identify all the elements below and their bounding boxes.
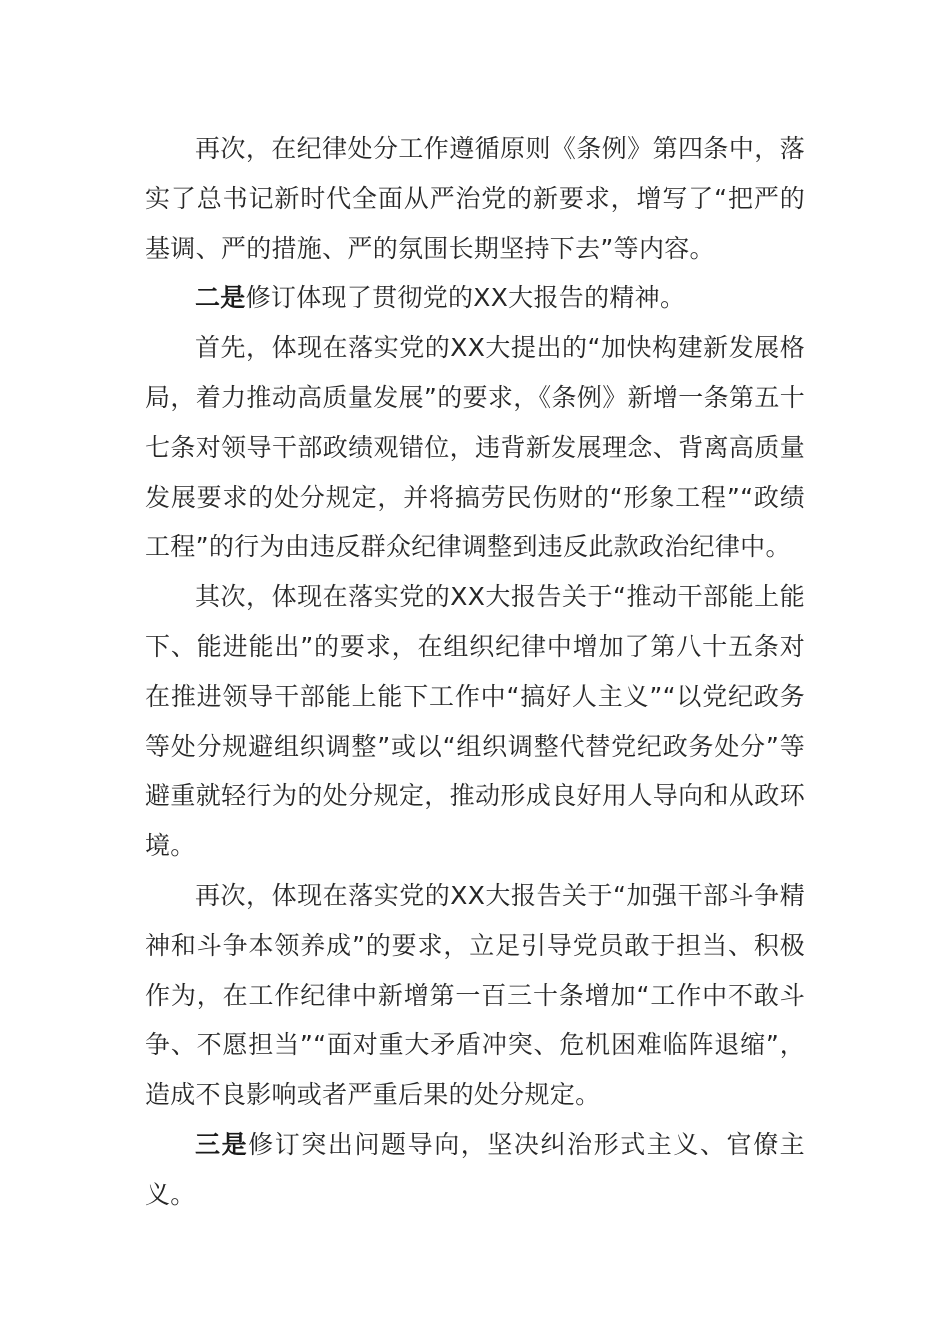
document-body: [145, 124, 805, 1220]
paragraph-lead: 三是: [195, 1129, 249, 1159]
paragraph-2: [145, 273, 805, 323]
paragraph-1: [145, 124, 805, 273]
paragraph-5: [145, 871, 805, 1120]
paragraph-text: 修订突出问题导向，坚决纠治形式主义、官僚主义。: [145, 1129, 805, 1209]
paragraph-4: [145, 572, 805, 871]
paragraph-text: 其次，体现在落实党的XX大报告关于“推动干部能上能下、能进能出”的要求，在组织纪律中增加了第八十五条对在推进领导干部能上能下工作中“搞好人主义”“以党纪政务等处分规避组织调整”或以“组织调整代替党纪政务处分”等避重就轻行为的处分规定，推动形成良好用人导向和从政环境。: [145, 582, 805, 861]
paragraph-text: 修订体现了贯彻党的XX大报告的精神。: [245, 283, 686, 313]
paragraph-text: 再次，体现在落实党的XX大报告关于“加强干部斗争精神和斗争本领养成”的要求，立足引导党员敢于担当、积极作为，在工作纪律中新增第一百三十条增加“工作中不敢斗争、不愿担当”“面对重大矛盾冲突、危机困难临阵退缩”，造成不良影响或者严重后果的处分规定。: [145, 880, 805, 1110]
paragraph-text: 再次，在纪律处分工作遵循原则《条例》第四条中，落实了总书记新时代全面从严治党的新要求，增写了“把严的基调、严的措施、严的氛围长期坚持下去”等内容。: [145, 134, 805, 263]
paragraph-lead: 二是: [195, 283, 246, 313]
paragraph-text: 首先，体现在落实党的XX大提出的“加快构建新发展格局，着力推动高质量发展”的要求，《条例》新增一条第五十七条对领导干部政绩观错位，违背新发展理念、背离高质量发展要求的处分规定，并将搞劳民伤财的“形象工程”“政绩工程”的行为由违反群众纪律调整到违反此款政治纪律中。: [145, 333, 805, 562]
paragraph-6: [145, 1120, 805, 1220]
paragraph-3: [145, 323, 805, 572]
